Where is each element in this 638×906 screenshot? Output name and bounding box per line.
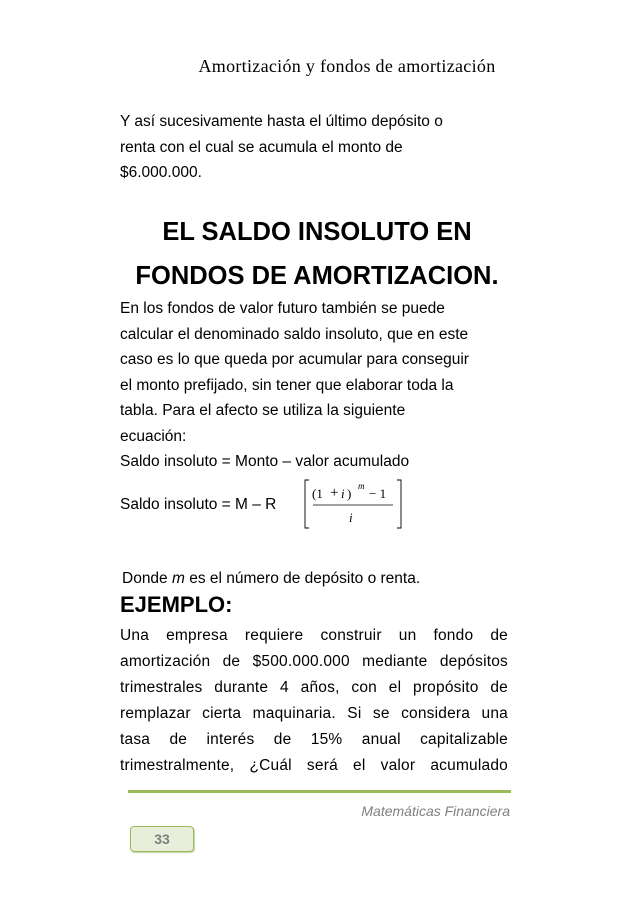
body-line: En los fondos de valor futuro también se puede [120, 300, 445, 317]
formula-exponent: m [358, 481, 365, 491]
formula-minus-one: − 1 [369, 486, 387, 501]
body-line: ecuación: [120, 427, 187, 445]
formula-denominator: i [349, 510, 353, 525]
example-line: amortización de $500.000.000 mediante depósitos [120, 653, 508, 670]
donde-after: es el número de depósito o renta. [184, 570, 421, 587]
intro-paragraph [120, 109, 510, 186]
donde-line [122, 566, 522, 592]
example-line: tasa de interés de 15% anual capitalizable [120, 731, 508, 748]
formula-i: i [341, 486, 345, 501]
formula-close: ) [347, 486, 352, 501]
example-line: remplazar cierta maquinaria. Si se considera una [120, 705, 508, 722]
formula-plus: + [330, 485, 339, 501]
section-heading-line: EL SALDO INSOLUTO EN [162, 218, 472, 246]
page-header-title: Amortización y fondos de amortización [198, 56, 496, 76]
left-bracket [305, 480, 309, 528]
formula-label: Saldo insoluto = M – R [120, 496, 277, 513]
formula-open: (1 [312, 486, 323, 501]
footer-divider [128, 790, 511, 793]
page-number: 33 [154, 831, 170, 847]
example-paragraph [120, 623, 508, 779]
page-number-badge [130, 826, 194, 852]
body-paragraph [120, 296, 510, 475]
body-line: el monto prefijado, sin tener que elaborar toda la [120, 376, 454, 394]
formula-fraction [303, 478, 403, 530]
body-line: caso es lo que queda por acumular para conseguir [120, 351, 469, 368]
example-line: trimestrales durante 4 años, con el propósito de [120, 679, 508, 696]
section-heading-line: FONDOS DE AMORTIZACION. [135, 262, 499, 290]
example-line: Una empresa requiere construir un fondo de [120, 627, 508, 644]
donde-variable: m [171, 570, 185, 587]
right-bracket [397, 480, 401, 528]
body-line: Saldo insoluto = Monto – valor acumulado [120, 453, 410, 470]
body-line: tabla. Para el afecto se utiliza la siguiente [120, 402, 406, 419]
intro-line: $6.000.000. [120, 164, 202, 181]
example-line: trimestralmente, ¿Cuál será el valor acumulado [120, 757, 508, 774]
footer-subject: Matemáticas Financiera [361, 803, 510, 819]
section-heading [112, 210, 522, 298]
intro-line: Y así sucesivamente hasta el último depósito o [120, 113, 443, 130]
body-line: calcular el denominado saldo insoluto, que en este [120, 325, 469, 343]
donde-before: Donde [122, 570, 172, 587]
intro-line: renta con el cual se acumula el monto de [120, 138, 403, 156]
example-heading: EJEMPLO: [120, 592, 233, 617]
